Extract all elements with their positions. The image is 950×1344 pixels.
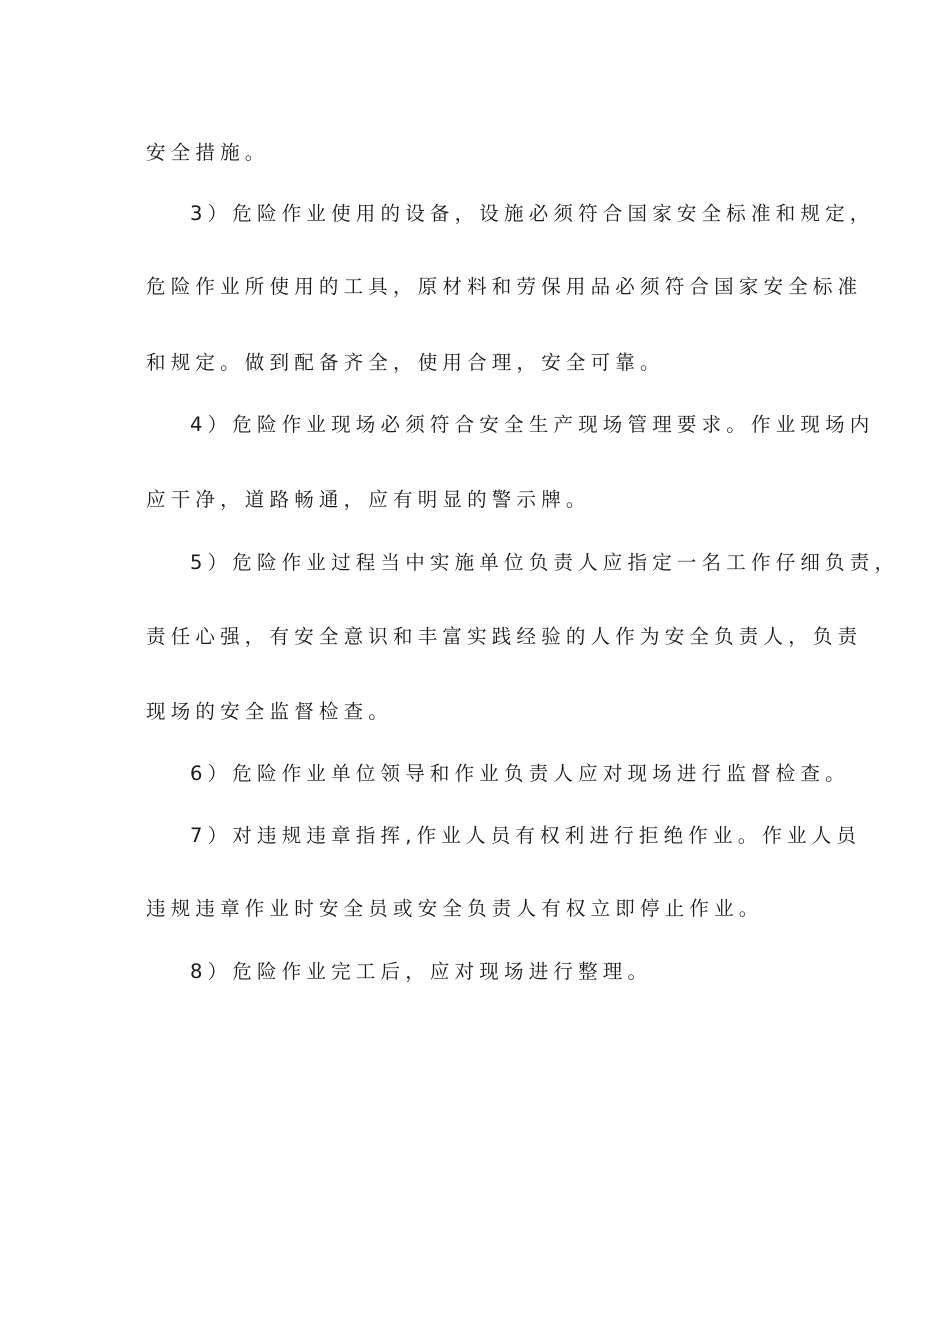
paragraph-line: 安全措施。 [146, 141, 270, 164]
paragraph-line: 和规定。做到配备齐全，使用合理，安全可靠。 [146, 351, 665, 374]
paragraph-line: 8）危险作业完工后，应对现场进行整理。 [190, 960, 653, 983]
paragraph-line: 现场的安全监督检查。 [146, 700, 394, 723]
paragraph-line: 7）对违规违章指挥,作业人员有权利进行拒绝作业。作业人员 [190, 824, 862, 847]
paragraph-line: 3）危险作业使用的设备，设施必须符合国家安全标准和规定， [190, 202, 875, 225]
paragraph-line: 5）危险作业过程当中实施单位负责人应指定一名工作仔细负责， [190, 551, 900, 574]
paragraph-line: 应干净，道路畅通，应有明显的警示牌。 [146, 488, 591, 511]
paragraph-line: 危险作业所使用的工具，原材料和劳保用品必须符合国家安全标准 [146, 275, 863, 298]
paragraph-line: 责任心强，有安全意识和丰富实践经验的人作为安全负责人，负责 [146, 625, 863, 648]
paragraph-line: 违规违章作业时安全员或安全负责人有权立即停止作业。 [146, 897, 764, 920]
paragraph-line: 4）危险作业现场必须符合安全生产现场管理要求。作业现场内 [190, 413, 875, 436]
paragraph-line: 6）危险作业单位领导和作业负责人应对现场进行监督检查。 [190, 762, 850, 785]
